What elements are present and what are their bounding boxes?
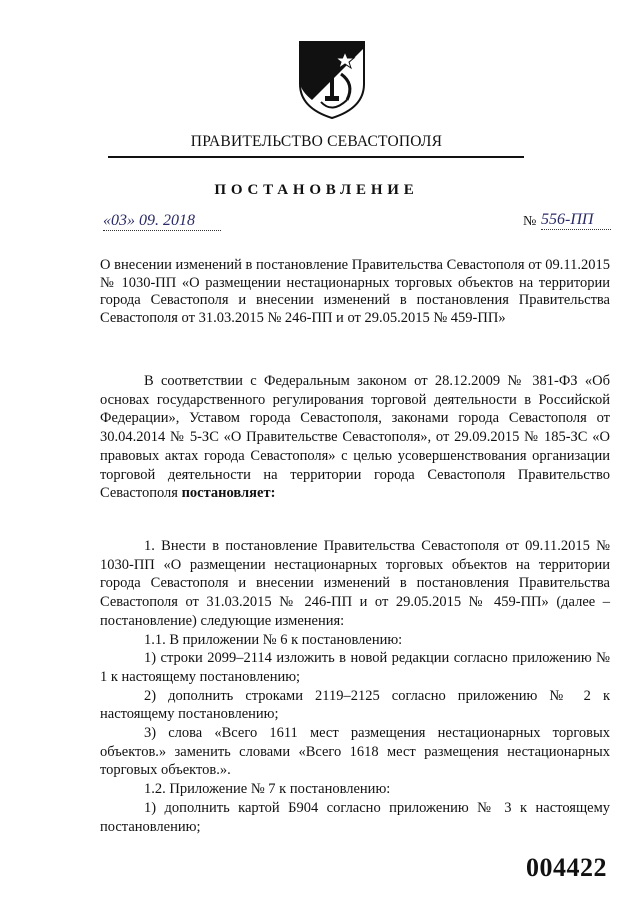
item-1-1: 1.1. В приложении № 6 к постановлению: — [144, 631, 403, 648]
items-block — [100, 537, 610, 836]
serial-number: 004422 — [526, 853, 607, 882]
header-divider — [108, 156, 524, 158]
item-1-1-3: 3) слова «Всего 1611 мест размещения нестационарных торговых объектов.» заменить словами «Всего 1618 мест размещения нестационарных торговых объектов.». — [100, 725, 610, 779]
organization-name: ПРАВИТЕЛЬСТВО СЕВАСТОПОЛЯ — [190, 133, 443, 150]
document-subject: О внесении изменений в постановление Правительства Севастополя от 09.11.2015 № 1030-ПП «О размещении нестационарных торговых объектов на территории города Севастополя и внесении изменений в постановления Правительства Севастополя от 31.03.2015 № 246-ПП и от 29.05.2015 № 459-ПП» — [100, 257, 610, 326]
item-1-2-1: 1) дополнить картой Б904 согласно приложению № 3 к настоящему постановлению; — [100, 799, 610, 835]
document-number-label: № — [523, 214, 537, 229]
item-1-2: 1.2. Приложение № 7 к постановлению: — [144, 781, 391, 798]
item-1-1-2: 2) дополнить строками 2119–2125 согласно приложению № 2 к настоящему постановлению; — [100, 687, 610, 723]
preamble-action: постановляет: — [181, 485, 276, 502]
item-1: 1. Внести в постановление Правительства Севастополя от 09.11.2015 № 1030-ПП «О размещении нестационарных торговых объектов на территории города Севастополя и внесении изменений в постановления Правительства Севастополя от 31.03.2015 № 246-ПП и от 29.05.2015 № 459-ПП» (далее – постановление) следующие изменения: — [100, 538, 610, 629]
item-1-1-1: 1) строки 2099–2114 изложить в новой редакции согласно приложению № 1 к настоящему постановлению; — [100, 650, 610, 685]
preamble-text: В соответствии с Федеральным законом от 28.12.2009 № 381-ФЗ «Об основах государственного регулирования торговой деятельности в Российской Федерации», Уставом города Севастополя, законами города Севастополя от 30.04.2014 № 5-ЗС «О Правительстве Севастополя», от 29.09.2015 № 185-ЗС «О правовых актах города Севастополя» с целью усовершенствования организации торговой деятельности на территории города Севастополя Правительство Севастополя — [100, 373, 610, 502]
coat-of-arms-emblem — [297, 40, 367, 120]
document-date: «03» 09. 2018 — [103, 212, 221, 231]
preamble-paragraph — [100, 372, 610, 503]
document-type-title: ПОСТАНОВЛЕНИЕ — [214, 182, 419, 198]
document-number: 556-ПП — [541, 211, 611, 230]
